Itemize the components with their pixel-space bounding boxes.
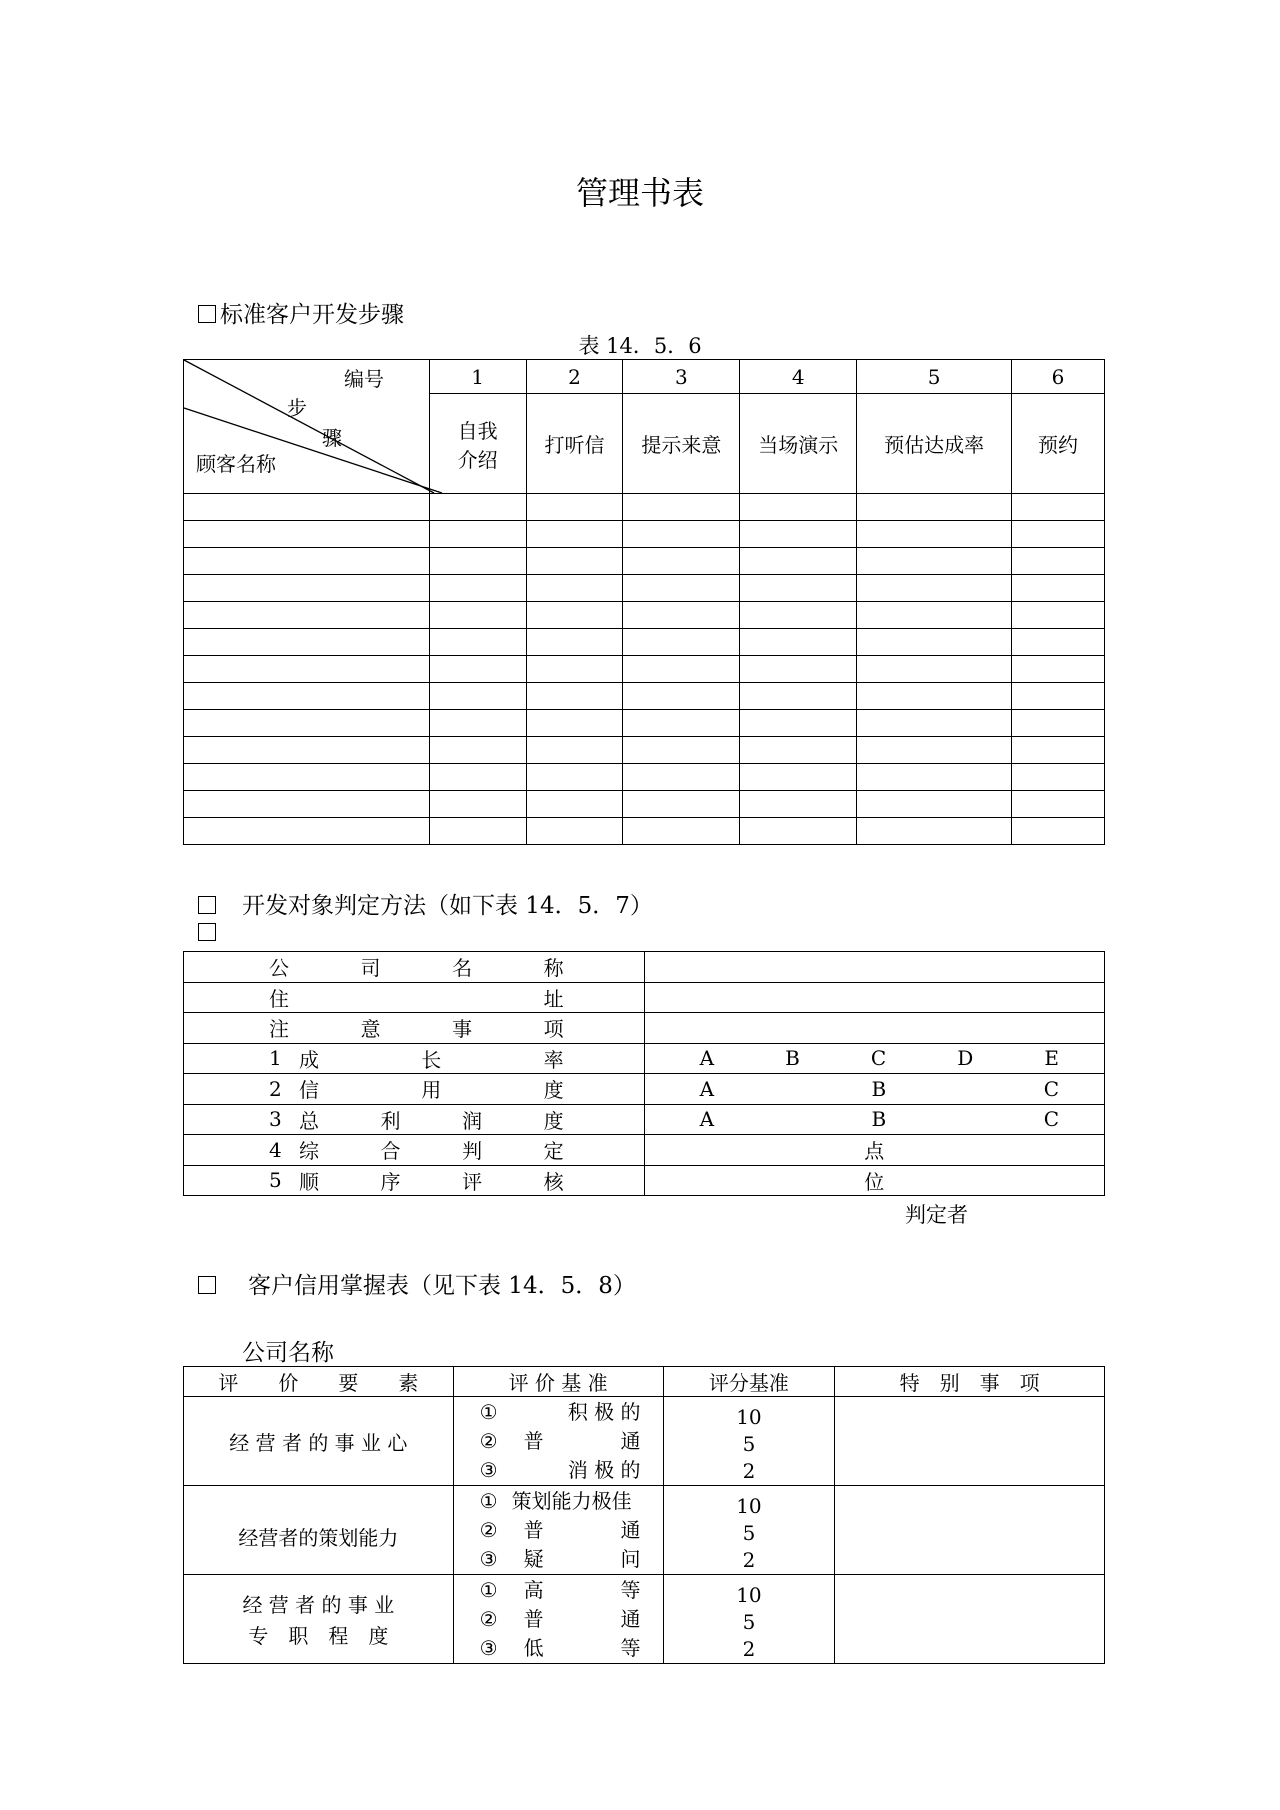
checkbox-icon (198, 305, 216, 323)
grade-option: C (1043, 1107, 1059, 1132)
empty-cell (740, 764, 857, 791)
table-row (184, 683, 1105, 710)
score-cell (663, 1397, 835, 1486)
empty-cell (526, 602, 623, 629)
col-number: 2 (526, 360, 623, 394)
empty-cell (429, 737, 526, 764)
section1-heading (198, 296, 404, 329)
empty-cell (857, 656, 1012, 683)
empty-cell (857, 791, 1012, 818)
judgment-item-cell (184, 1104, 645, 1135)
table-row (184, 1397, 1105, 1486)
item-label (269, 952, 564, 981)
item-label-char: 顺 (299, 1169, 319, 1194)
empty-cell (1012, 656, 1105, 683)
table-row (184, 791, 1105, 818)
criteria-cell (453, 1486, 663, 1575)
item-label-char: 综 (299, 1139, 319, 1164)
empty-cell (623, 548, 740, 575)
empty-cell (429, 683, 526, 710)
table-row (184, 521, 1105, 548)
criteria-mark: ③ (479, 1457, 498, 1482)
criteria-mark: ③ (479, 1635, 498, 1660)
criteria-line (480, 1576, 641, 1605)
item-number: 1 (269, 1046, 282, 1071)
col-step-label (857, 394, 1012, 494)
item-label-char: 度 (543, 1108, 564, 1133)
item-number: 4 (269, 1137, 282, 1162)
criteria-text: 普 (523, 1517, 544, 1542)
judgment-item-cell (184, 952, 645, 983)
empty-cell (740, 548, 857, 575)
empty-cell (857, 737, 1012, 764)
remarks-cell (835, 1486, 1105, 1575)
criteria-text: 策划能力极佳 (511, 1488, 632, 1513)
judgment-item-cell (184, 982, 645, 1013)
criteria-text: 等 (620, 1635, 641, 1660)
item-label-char: 利 (380, 1108, 401, 1133)
criteria-text: 低 (523, 1635, 544, 1660)
score-value: 5 (742, 1431, 756, 1456)
empty-cell (857, 818, 1012, 845)
factor-line: 经营者的策划能力 (238, 1525, 399, 1550)
section1-heading-text: 标准客户开发步骤 (220, 302, 404, 328)
empty-cell (1012, 791, 1105, 818)
empty-cell (184, 548, 430, 575)
grade-value: 位 (864, 1169, 885, 1194)
empty-cell (740, 710, 857, 737)
item-label-char: 址 (543, 986, 564, 1011)
item-label-char: 润 (462, 1108, 483, 1133)
table-row (184, 1575, 1105, 1664)
empty-cell (623, 683, 740, 710)
empty-cell (184, 602, 430, 629)
item-label-char: 率 (543, 1047, 564, 1072)
empty-cell (857, 575, 1012, 602)
criteria-mark: ① (479, 1577, 498, 1602)
step-label-line: 介绍 (457, 447, 498, 472)
table1-caption: 表 14．5．6 (578, 334, 702, 358)
header-factor: 评 价 要 素 (184, 1367, 454, 1397)
empty-cell (1012, 818, 1105, 845)
criteria-mark: ① (479, 1399, 498, 1424)
empty-cell (623, 791, 740, 818)
empty-cell (623, 818, 740, 845)
empty-cell (623, 710, 740, 737)
judgment-item-cell (184, 1135, 645, 1166)
score-value: 2 (742, 1547, 756, 1572)
col-step-label (740, 394, 857, 494)
criteria-line (480, 1605, 641, 1634)
empty-cell (526, 791, 623, 818)
empty-cell (1012, 683, 1105, 710)
empty-cell (1012, 548, 1105, 575)
grade-option: B (871, 1107, 887, 1132)
item-number: 3 (269, 1107, 282, 1132)
factor-line: 经 营 者 的 事 业 (242, 1593, 395, 1617)
credit-table (183, 1366, 1105, 1664)
judgment-item-cell (184, 1074, 645, 1105)
empty-cell (429, 548, 526, 575)
table-row (184, 1043, 1105, 1074)
score-value: 10 (736, 1404, 762, 1429)
customer-development-table (183, 359, 1105, 845)
table-row (184, 982, 1105, 1013)
judgment-item-cell (184, 1013, 645, 1044)
col-number: 3 (623, 360, 740, 394)
item-label (269, 983, 564, 1012)
criteria-text: 通 (620, 1517, 641, 1542)
empty-cell (740, 818, 857, 845)
page-title: 管理书表 (575, 174, 704, 212)
empty-cell (857, 548, 1012, 575)
grade-option: D (957, 1046, 974, 1071)
empty-cell (526, 521, 623, 548)
score-value: 5 (742, 1609, 756, 1634)
empty-cell (1012, 764, 1105, 791)
empty-cell (526, 656, 623, 683)
empty-cell (1012, 494, 1105, 521)
header-step-label: 步 (287, 396, 307, 420)
checkbox-icon (198, 1276, 216, 1294)
item-number: 2 (269, 1076, 282, 1101)
empty-cell (1012, 629, 1105, 656)
empty-cell (429, 575, 526, 602)
empty-cell (857, 629, 1012, 656)
item-label-char: 序 (380, 1169, 401, 1194)
criteria-line (480, 1427, 641, 1456)
table-row (184, 656, 1105, 683)
empty-cell (526, 629, 623, 656)
empty-cell (1012, 710, 1105, 737)
item-label (299, 1074, 564, 1103)
col-number: 5 (857, 360, 1012, 394)
score-value: 5 (742, 1520, 756, 1545)
col-step-label (526, 394, 623, 494)
item-label-char: 合 (380, 1139, 401, 1164)
factor-line: 经 营 者 的 事 业 心 (229, 1430, 408, 1455)
section2-heading (198, 887, 653, 920)
step-label-line: 预约 (1038, 433, 1079, 457)
empty-cell (857, 764, 1012, 791)
empty-cell (857, 521, 1012, 548)
table-row (184, 494, 1105, 521)
diagonal-header-cell (184, 360, 430, 494)
header-score: 评分基准 (663, 1367, 835, 1397)
step-label-line: 自我 (457, 418, 498, 443)
item-label-char: 住 (269, 986, 289, 1011)
criteria-text: 等 (620, 1577, 641, 1602)
criteria-text: 疑 (523, 1546, 544, 1571)
empty-cell (740, 602, 857, 629)
item-label-char: 总 (299, 1108, 319, 1133)
table-row (184, 1074, 1105, 1105)
table-row (184, 818, 1105, 845)
item-label (299, 1166, 564, 1195)
criteria-mark: ② (479, 1517, 498, 1542)
table-row (184, 602, 1105, 629)
table-row (184, 1013, 1105, 1044)
criteria-text: 通 (620, 1606, 641, 1631)
header-step-label-2: 骤 (322, 426, 342, 450)
table-row (184, 1165, 1105, 1196)
factor-cell (184, 1575, 454, 1664)
table-row (184, 575, 1105, 602)
grade-option: A (699, 1107, 715, 1132)
item-label-char: 意 (360, 1017, 381, 1042)
empty-cell (1012, 521, 1105, 548)
empty-cell (184, 575, 430, 602)
item-label-char: 称 (543, 956, 564, 981)
criteria-cell (453, 1397, 663, 1486)
item-label-char: 信 (299, 1078, 319, 1103)
empty-cell (526, 683, 623, 710)
empty-cell (429, 521, 526, 548)
empty-cell (857, 710, 1012, 737)
empty-cell (184, 494, 430, 521)
score-value: 10 (736, 1493, 762, 1518)
empty-cell (184, 656, 430, 683)
judgment-value-cell (644, 1013, 1104, 1044)
empty-cell (740, 683, 857, 710)
checkbox-icon (198, 923, 216, 941)
empty-cell (740, 521, 857, 548)
criteria-mark: ③ (479, 1546, 498, 1571)
empty-cell (857, 683, 1012, 710)
col-number: 6 (1012, 360, 1105, 394)
criteria-cell (453, 1575, 663, 1664)
empty-cell (623, 656, 740, 683)
table-row (184, 1104, 1105, 1135)
empty-cell (623, 764, 740, 791)
header-remarks: 特 别 事 项 (835, 1367, 1105, 1397)
target-judgment-table (183, 951, 1105, 1196)
criteria-text: 普 (523, 1428, 544, 1453)
score-value: 2 (742, 1636, 756, 1661)
table-row (184, 1486, 1105, 1575)
empty-cell (623, 602, 740, 629)
empty-cell (1012, 737, 1105, 764)
grade-option: B (871, 1076, 887, 1101)
section3-heading (198, 1267, 636, 1300)
grade-option: C (870, 1046, 887, 1071)
section3-heading-text: 客户信用掌握表（见下表 14．5．8） (248, 1273, 636, 1299)
score-cell (663, 1486, 835, 1575)
empty-cell (184, 818, 430, 845)
empty-cell (526, 710, 623, 737)
judgment-item-cell (184, 1043, 645, 1074)
empty-cell (184, 683, 430, 710)
empty-cell (623, 494, 740, 521)
empty-cell (740, 575, 857, 602)
item-label-char: 注 (269, 1017, 289, 1042)
empty-cell (857, 494, 1012, 521)
judge-label: 判定者 (905, 1203, 968, 1227)
header-number-label: 编号 (344, 367, 384, 391)
empty-cell (1012, 575, 1105, 602)
remarks-cell (835, 1397, 1105, 1486)
empty-cell (740, 791, 857, 818)
grade-option: A (699, 1076, 715, 1101)
factor-cell (184, 1397, 454, 1486)
item-label-char: 评 (462, 1169, 483, 1194)
empty-cell (184, 629, 430, 656)
grade-option: E (1044, 1046, 1059, 1071)
empty-cell (429, 791, 526, 818)
section2-heading-text: 开发对象判定方法（如下表 14．5．7） (242, 893, 653, 919)
judgment-value-cell (644, 982, 1104, 1013)
empty-cell (857, 602, 1012, 629)
item-label-char: 名 (452, 956, 473, 981)
criteria-text: 普 (523, 1606, 544, 1631)
empty-cell (429, 494, 526, 521)
col-step-label (623, 394, 740, 494)
criteria-line (480, 1545, 641, 1574)
step-label-line: 当场演示 (758, 433, 839, 457)
grade-option: C (1043, 1076, 1059, 1101)
criteria-text: 高 (523, 1577, 544, 1602)
empty-cell (526, 575, 623, 602)
company-name-label: 公司名称 (242, 1340, 334, 1366)
col-number: 4 (740, 360, 857, 394)
empty-cell (429, 764, 526, 791)
step-label-line: 提示来意 (641, 433, 722, 457)
judgment-value-cell (644, 952, 1104, 983)
empty-cell (526, 764, 623, 791)
empty-cell (1012, 602, 1105, 629)
empty-cell (526, 494, 623, 521)
empty-cell (184, 521, 430, 548)
table-row (184, 710, 1105, 737)
criteria-text: 通 (620, 1428, 641, 1453)
table-row (184, 737, 1105, 764)
item-label-char: 度 (543, 1078, 564, 1103)
judgment-item-cell (184, 1165, 645, 1196)
item-label-char: 公 (269, 956, 289, 981)
criteria-text: 问 (620, 1546, 641, 1571)
item-label-char: 用 (421, 1078, 442, 1103)
item-label-char: 事 (452, 1017, 473, 1042)
criteria-mark: ① (479, 1488, 498, 1513)
criteria-line (480, 1456, 641, 1485)
judgment-value-cell (644, 1074, 1104, 1105)
empty-cell (740, 737, 857, 764)
item-label (299, 1135, 564, 1164)
empty-cell (623, 737, 740, 764)
grade-value: 点 (864, 1139, 885, 1164)
criteria-line (480, 1487, 641, 1516)
table-row (184, 629, 1105, 656)
empty-cell (740, 494, 857, 521)
judgment-value-cell (644, 1165, 1104, 1196)
table-row (184, 1135, 1105, 1166)
empty-cell (526, 548, 623, 575)
empty-cell (429, 656, 526, 683)
empty-cell (623, 521, 740, 548)
header-customer-label: 顾客名称 (196, 452, 276, 476)
criteria-line (480, 1634, 641, 1663)
table-row (184, 952, 1105, 983)
col-step-label (1012, 394, 1105, 494)
item-label-char: 核 (543, 1169, 564, 1194)
item-label-char: 长 (421, 1047, 442, 1072)
step-label-line: 预估达成率 (884, 433, 985, 457)
grade-option: A (699, 1046, 715, 1071)
factor-line: 专 职 程 度 (248, 1624, 389, 1648)
judgment-value-cell (644, 1104, 1104, 1135)
header-criteria: 评 价 基 准 (453, 1367, 663, 1397)
empty-cell (429, 818, 526, 845)
factor-cell (184, 1486, 454, 1575)
criteria-text: 消 极 的 (567, 1457, 641, 1482)
empty-cell (740, 629, 857, 656)
score-value: 10 (736, 1582, 762, 1607)
item-label-char: 项 (543, 1017, 564, 1042)
criteria-mark: ② (479, 1606, 498, 1631)
empty-cell (184, 710, 430, 737)
item-label (269, 1013, 564, 1042)
empty-cell (740, 656, 857, 683)
item-label-char: 判 (462, 1139, 483, 1164)
checkbox-icon (198, 896, 216, 914)
remarks-cell (835, 1575, 1105, 1664)
empty-cell (429, 710, 526, 737)
item-label (299, 1044, 564, 1073)
table-row (184, 548, 1105, 575)
judgment-value-cell (644, 1043, 1104, 1074)
item-label-char: 定 (543, 1139, 564, 1164)
score-value: 2 (742, 1458, 756, 1483)
empty-cell (526, 737, 623, 764)
criteria-text: 积 极 的 (567, 1399, 641, 1424)
score-cell (663, 1575, 835, 1664)
criteria-line (480, 1516, 641, 1545)
empty-cell (623, 629, 740, 656)
empty-cell (623, 575, 740, 602)
empty-cell (526, 818, 623, 845)
item-label-char: 成 (299, 1047, 319, 1072)
criteria-line (480, 1398, 641, 1427)
item-number: 5 (269, 1168, 282, 1193)
item-label-char: 司 (360, 956, 381, 981)
criteria-mark: ② (479, 1428, 498, 1453)
step-label-line: 打听信 (544, 433, 605, 457)
empty-cell (184, 791, 430, 818)
item-label (299, 1105, 564, 1134)
empty-cell (429, 602, 526, 629)
grade-option: B (785, 1046, 800, 1071)
judgment-value-cell (644, 1135, 1104, 1166)
empty-cell (429, 629, 526, 656)
section2-extra-box (198, 920, 220, 946)
table-row (184, 764, 1105, 791)
col-number: 1 (429, 360, 526, 394)
empty-cell (184, 737, 430, 764)
empty-cell (184, 764, 430, 791)
